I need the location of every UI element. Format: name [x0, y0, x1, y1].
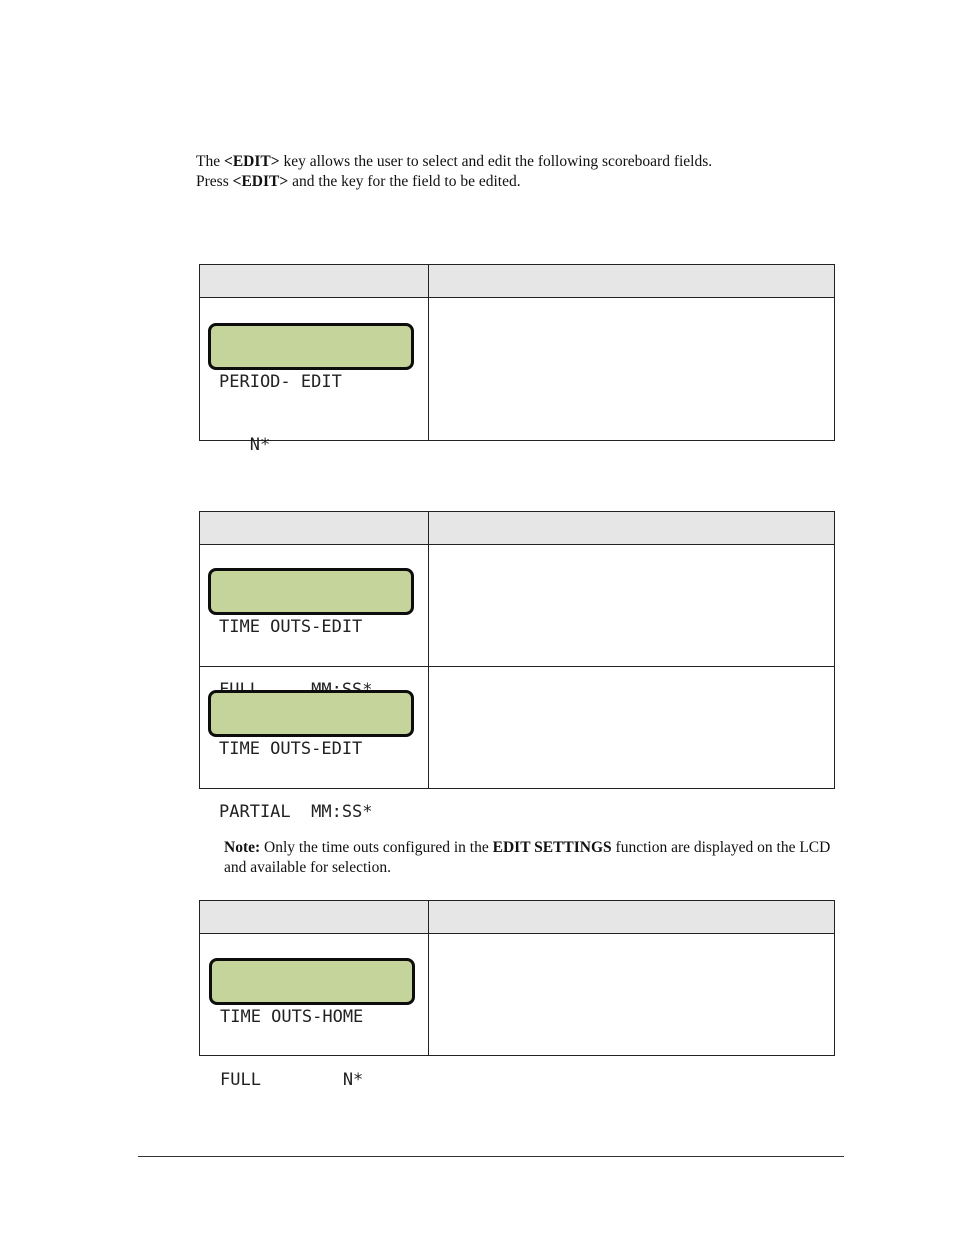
table-header-action — [429, 901, 835, 934]
note-paragraph — [224, 838, 834, 878]
intro-paragraph — [196, 152, 712, 192]
description-cell — [429, 934, 835, 1056]
description-cell — [429, 298, 835, 441]
lcd-line-1: TIME OUTS-HOME — [220, 1007, 364, 1027]
intro-text: The — [196, 153, 224, 170]
table-header-action — [429, 512, 835, 545]
footer-divider — [138, 1156, 844, 1157]
lcd-line-1: TIME OUTS-EDIT — [219, 617, 363, 637]
lcd-display — [209, 958, 415, 1090]
timeouts-home-table — [199, 900, 835, 1090]
lcd-cell — [200, 545, 429, 667]
lcd-display — [208, 568, 414, 637]
table-header-display — [200, 512, 429, 545]
lcd-line-1: TIME OUTS-EDIT — [219, 739, 363, 759]
edit-key-label: <EDIT> — [223, 153, 280, 170]
lcd-cell — [200, 298, 429, 455]
lcd-line-1: PERIOD- EDIT — [219, 372, 342, 392]
table-header-display — [200, 265, 429, 298]
period-edit-table — [199, 264, 835, 455]
intro-text: key allows the user to select and edit the following scoreboard fields. — [279, 153, 713, 170]
table-header-display — [200, 901, 429, 934]
intro-text: Press — [196, 173, 233, 190]
intro-text: and the key for the field to be edited. — [288, 173, 521, 190]
table-row — [200, 298, 835, 441]
lcd-line-2: N* — [219, 435, 271, 455]
note-label: Note: — [224, 839, 261, 856]
lcd-line-2: FULL N* — [220, 1070, 364, 1090]
table-row — [200, 545, 835, 667]
timeouts-edit-table — [199, 511, 835, 822]
note-emphasis: EDIT SETTINGS — [492, 839, 612, 856]
intro-line-2 — [196, 172, 712, 192]
note-text: Only the time outs configured in the — [260, 839, 493, 856]
lcd-display — [208, 690, 414, 822]
edit-key-label: <EDIT> — [232, 173, 289, 190]
table-header-action — [429, 265, 835, 298]
lcd-cell — [200, 667, 429, 822]
description-cell — [429, 545, 835, 667]
description-cell — [429, 667, 835, 789]
lcd-cell — [200, 934, 429, 1090]
lcd-display — [208, 323, 414, 455]
intro-line-1 — [196, 152, 712, 172]
table-row — [200, 667, 835, 789]
note-text: function are displayed on the LCD and available for selection. — [224, 839, 831, 876]
table-row — [200, 934, 835, 1056]
lcd-line-2: PARTIAL MM:SS* — [219, 802, 373, 822]
